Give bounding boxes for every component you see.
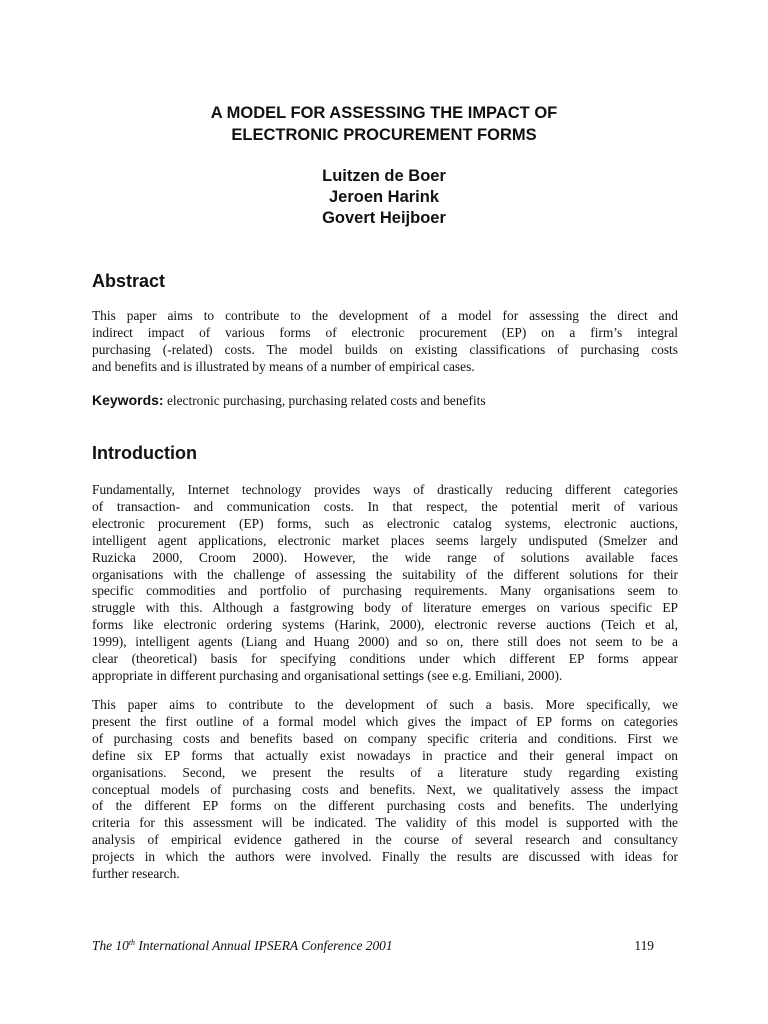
text-line: of the different EP forms on the different purchasing costs and benefits. The underlying (92, 798, 678, 814)
keywords-line (92, 392, 678, 410)
text-line: and benefits and is illustrated by means of a number of empirical cases. (92, 358, 475, 374)
abstract-paragraph (92, 308, 678, 376)
introduction-heading: Introduction (92, 443, 197, 463)
text-line: further research. (92, 866, 180, 882)
paper-title (0, 102, 768, 146)
introduction-paragraph-2 (92, 697, 678, 883)
author-list (0, 166, 768, 229)
text-line: struggle with this. Although a fastgrowing body of literature emerges on various specific EP (92, 600, 678, 616)
text-line: appropriate in different purchasing and organisational settings (see e.g. Emiliani, 2000). (92, 667, 563, 683)
text-line: forms like electronic ordering systems (Harink, 2000), electronic reverse auctions (Teich et al, (92, 617, 678, 633)
text-line: criteria for this assessment will be indicated. The validity of this model is supported with the (92, 815, 678, 831)
text-line: This paper aims to contribute to the development of such a basis. More specifically, we (92, 697, 678, 712)
text-line: conceptual models of purchasing costs and benefits. Next, we qualitatively assess the impact (92, 781, 678, 797)
author-name: Jeroen Harink (328, 188, 440, 206)
conference-suffix: International Annual IPSERA Conference 2001 (135, 938, 393, 953)
text-line: specific commodities and portfolio of purchasing requirements. Many organisations seem to (92, 583, 678, 599)
text-line: of transaction- and communication costs. In that respect, the potential merit of various (92, 498, 678, 514)
introduction-paragraph-1 (92, 482, 678, 685)
page-number: 119 (634, 938, 654, 953)
text-line: organisations. Second, we present the results of a literature study regarding existing (92, 764, 678, 780)
text-line: 1999), intelligent agents (Liang and Huang 2000) and so on, there still does not seem to be a (92, 634, 678, 650)
page-footer (92, 937, 678, 955)
author-name: Govert Heijboer (322, 209, 446, 227)
text-line: intelligent agent applications, electronic market places seems largely undisputed (Smelzer and (92, 532, 678, 548)
keywords-text: electronic purchasing, purchasing related costs and benefits (166, 393, 486, 408)
title-line-2: ELECTRONIC PROCUREMENT FORMS (231, 126, 537, 144)
text-line: purchasing (-related) costs. The model builds on existing classifications of purchasing costs (92, 341, 678, 357)
text-line: clear (theoretical) basis for specifying conditions under which different EP forms appear (92, 651, 678, 667)
text-line: present the first outline of a formal model which gives the impact of EP forms on categories (92, 713, 678, 729)
text-line: organisations with the challenge of assessing the suitability of the different solutions for their (92, 566, 678, 582)
text-line: Fundamentally, Internet technology provides ways of drastically reducing different categories (92, 482, 678, 497)
text-line: indirect impact of various forms of electronic procurement (EP) on a firm’s integral (92, 324, 678, 340)
title-line-1: A MODEL FOR ASSESSING THE IMPACT OF (210, 104, 558, 122)
text-line: define six EP forms that actually exist nowadays in practice and their general impact on (92, 747, 678, 763)
conference-name (92, 938, 393, 953)
abstract-heading: Abstract (92, 271, 166, 291)
text-line: electronic procurement (EP) forms, such as electronic catalog systems, electronic auctions, (92, 515, 678, 531)
keywords-label: Keywords: (92, 392, 164, 408)
conference-prefix: The 10 (92, 938, 129, 953)
text-line: This paper aims to contribute to the development of a model for assessing the direct and (92, 308, 678, 323)
ordinal-suffix: th (128, 938, 136, 947)
text-line: Ruzicka 2000, Croom 2000). However, the wide range of solutions available faces (92, 549, 678, 565)
text-line: of purchasing costs and benefits based on company specific criteria and conditions. First we (92, 730, 678, 746)
text-line: projects in which the authors were involved. Finally the results are discussed with ideas for (92, 849, 678, 865)
text-line: analysis of empirical evidence gathered in the course of several research and consultancy (92, 832, 678, 848)
author-name: Luitzen de Boer (322, 167, 446, 185)
